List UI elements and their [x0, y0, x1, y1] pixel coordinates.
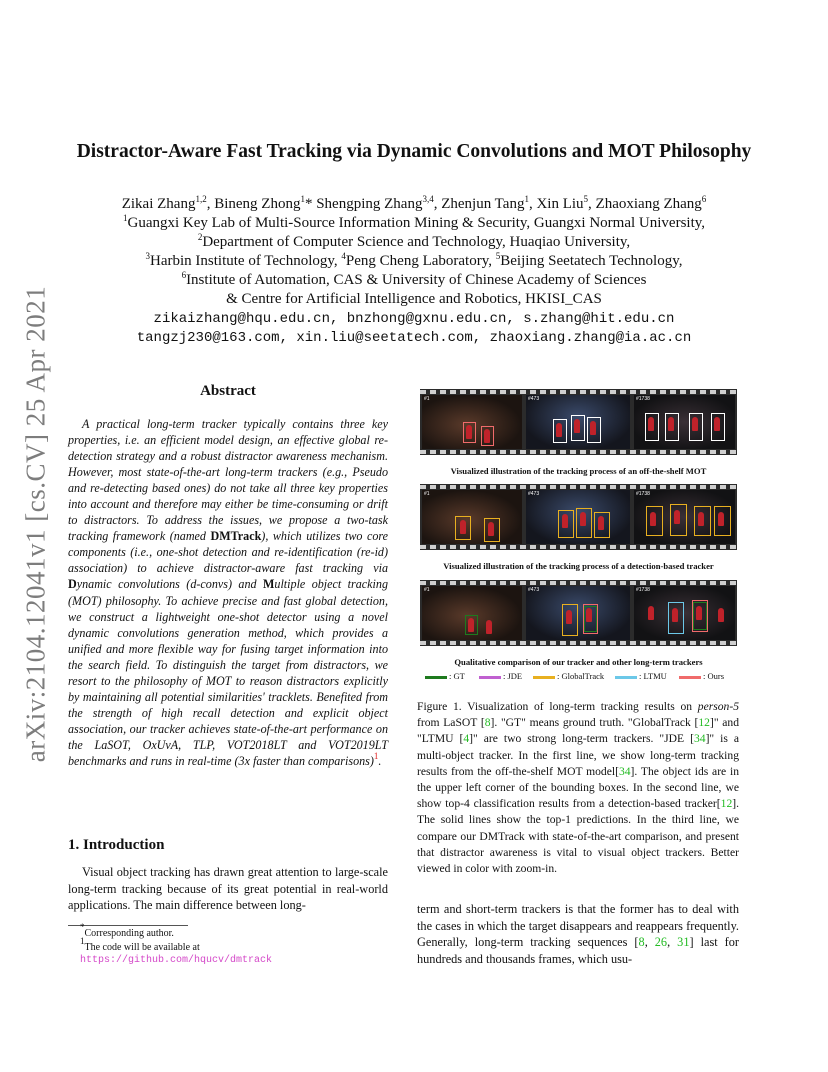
- figure-row-caption: Visualized illustration of the tracking process of a detection-based tracker: [443, 561, 714, 571]
- legend-swatch: [479, 676, 501, 679]
- caption-text: ]. The solid lines show the top-1 predictions. In the third line, we compare our DMTrack with state-of-the-art comparison, and present that distractor awareness is vital to visual object trackers. Better viewed in color with zoom-in.: [417, 797, 739, 876]
- intro-paragraph: Visual object tracking has drawn great attention to large-scale long-term tracking because of its great potential in real-world applications. The main difference between long-: [68, 865, 388, 912]
- affiliation-mark: 3: [145, 251, 150, 261]
- method-name: DMTrack: [210, 529, 262, 544]
- legend-label: : GlobalTrack: [557, 671, 605, 681]
- author-name: , Xin Liu: [528, 196, 584, 212]
- author-affiliation-mark: 1: [300, 194, 305, 204]
- figure-strip: [420, 484, 737, 550]
- method-initial: M: [262, 577, 275, 592]
- bounding-box: [665, 413, 679, 441]
- citation-link[interactable]: 31: [677, 935, 690, 949]
- film-edge: [420, 485, 737, 489]
- legend-swatch: [615, 676, 637, 679]
- legend-item: [479, 671, 522, 681]
- footnote: [68, 922, 390, 941]
- bounding-box: [463, 422, 476, 443]
- bounding-box: [576, 508, 592, 538]
- citation-link[interactable]: 4: [463, 732, 470, 746]
- email-line: tangzj230@163.com, xin.liu@seetatech.com, zhaoxiang.zhang@ia.ac.cn: [136, 330, 692, 346]
- video-frame: [634, 586, 735, 640]
- frame-id: #1738: [636, 491, 650, 497]
- frame-id: #1: [424, 587, 430, 593]
- bounding-box: [455, 516, 471, 540]
- legend-label: : LTMU: [639, 671, 667, 681]
- author-name: , Zhenjun Tang: [433, 196, 525, 212]
- caption-text: ]" is a multi-object tracker. In the first line, we show long-term tracking results from the off-the-shelf MOT model[: [417, 732, 739, 778]
- affiliation-mark: 6: [181, 270, 187, 280]
- film-edge: [420, 641, 737, 645]
- bounding-box: [689, 413, 703, 441]
- legend-label: : GT: [449, 671, 465, 681]
- figure-strip: [420, 389, 737, 455]
- figure-caption: [417, 699, 739, 877]
- caption-text: ]" and "LTMU [: [417, 716, 739, 746]
- frame-id: #473: [528, 396, 540, 402]
- caption-text: ]. "GT" means ground truth. "GlobalTrack [: [490, 716, 699, 730]
- figure-strip: [420, 580, 737, 646]
- affiliation-line: [0, 233, 828, 252]
- footnote-text: Corresponding author.: [84, 928, 174, 939]
- author-name: , Bineng Zhong: [206, 196, 301, 212]
- footnote: [68, 935, 390, 968]
- affiliation-line: [0, 252, 828, 271]
- caption-text: Figure 1. Visualization of long-term tracking results on: [417, 700, 698, 713]
- bounding-box: [553, 419, 567, 443]
- bounding-box: [594, 512, 610, 538]
- video-frame: [526, 586, 630, 640]
- affiliation-text: Institute of Automation, CAS & University of Chinese Academy of Sciences: [186, 272, 647, 288]
- bounding-box: [694, 506, 711, 536]
- citation-link[interactable]: 26: [654, 935, 668, 949]
- footnote-divider: [68, 925, 188, 926]
- author-list: [0, 195, 828, 214]
- dancer-figure: [648, 606, 654, 620]
- frame-id: #1: [424, 396, 430, 402]
- legend-swatch: [533, 676, 555, 679]
- bounding-box: [587, 417, 601, 443]
- arxiv-identifier: arXiv:2104.12041v1 [cs.CV] 25 Apr 2021: [20, 285, 51, 763]
- citation-link[interactable]: 8: [484, 716, 491, 730]
- affiliation-line: [0, 271, 828, 290]
- abstract-text: ynamic convolutions (d-convs) and: [76, 577, 263, 592]
- caption-text: ]" are two strong long-term trackers. "JDE [: [469, 732, 694, 746]
- footnote-mark: 1: [80, 935, 85, 946]
- affiliation-mark: 2: [197, 232, 203, 242]
- affiliation-text: Department of Computer Science and Technology, Huaqiao University,: [202, 234, 631, 250]
- affiliation-text: Peng Cheng Laboratory,: [345, 253, 496, 269]
- author-affiliation-mark: 1,2: [195, 194, 207, 204]
- bounding-box: [481, 426, 494, 446]
- video-frame: [526, 490, 630, 544]
- body-text: ,: [667, 935, 678, 949]
- bounding-box: [562, 604, 578, 636]
- sequence-name: person-5: [697, 700, 739, 713]
- footnotes: [68, 922, 390, 968]
- legend-swatch: [679, 676, 701, 679]
- figure-row-caption: Visualized illustration of the tracking process of an off-the-shelf MOT: [450, 466, 707, 476]
- affiliation-mark: 1: [122, 213, 128, 223]
- affiliation-text: Harbin Institute of Technology,: [150, 253, 342, 269]
- affiliation-line: [0, 214, 828, 233]
- author-name: * Shengping Zhang: [304, 196, 423, 212]
- film-edge: [420, 450, 737, 454]
- bounding-box: [714, 506, 731, 536]
- affiliation-mark: 4: [341, 251, 346, 261]
- abstract-heading: Abstract: [200, 383, 256, 399]
- author-affiliation-mark: 1: [524, 194, 529, 204]
- film-edge: [420, 545, 737, 549]
- figure-legend: [425, 671, 737, 685]
- bounding-box: [693, 602, 707, 630]
- frame-id: #473: [528, 491, 540, 497]
- video-frame: [422, 490, 522, 544]
- video-frame: [422, 586, 522, 640]
- citation-link[interactable]: 8: [638, 935, 645, 949]
- frame-id: #1738: [636, 587, 650, 593]
- bounding-box: [711, 413, 725, 441]
- intro-body: [68, 864, 388, 914]
- abstract-text: ultiple object tracking (MOT) philosophy. To achieve precise and fast global detection, we construct a lightweight one-shot detector using a novel dynamic convolutions generation method, which provides a unified and more flexible way for fusing target information into the search field. To distinguish the target from distractors, we resort to the philosophy of MOT to reason distractors explicitly by maintaining all potential similarities' tracklets. Benefited from the strength of high recall detection and explicit object association, our tracker achieves state-of-the-art performance on the LaSOT, OxUvA, TLP, VOT2018LT and VOT2019LT benchmarks and runs in real-time (3x faster than comparisons): [68, 577, 388, 768]
- section-heading: 1. Introduction: [68, 837, 165, 853]
- email-line: zikaizhang@hqu.edu.cn, bnzhong@gxnu.edu.cn, s.zhang@hit.edu.cn: [153, 311, 675, 327]
- affiliation-text: & Centre for Artificial Intelligence and Robotics, HKISI_CAS: [226, 291, 602, 307]
- author-affiliation-mark: 5: [583, 194, 589, 204]
- citation-link[interactable]: 34: [618, 764, 631, 778]
- bounding-box: [670, 504, 687, 536]
- film-edge: [420, 581, 737, 585]
- bounding-box: [484, 518, 500, 542]
- body-text: ] last for hundreds and thousands frames, which usu-: [417, 935, 739, 966]
- abstract-body: [68, 416, 388, 769]
- video-frame: [634, 490, 735, 544]
- frame-id: #473: [528, 587, 540, 593]
- body-text: ,: [644, 935, 655, 949]
- footnote-mark: *: [80, 922, 85, 932]
- video-frame: [526, 395, 630, 449]
- abstract-paragraph: [68, 416, 388, 769]
- abstract-text: .: [378, 753, 382, 768]
- method-initial: D: [68, 577, 77, 592]
- bounding-box: [571, 415, 585, 441]
- author-name: , Zhaoxiang Zhang: [588, 196, 702, 212]
- legend-item: [425, 671, 465, 681]
- bounding-box: [558, 510, 574, 538]
- citation-link[interactable]: 12: [698, 716, 710, 730]
- author-name: Zikai Zhang: [121, 196, 196, 212]
- abstract-text: ), which utilizes two core components (i.e., one-shot detection and re-identification (re-id) association) to achieve distractor-aware fast tracking via: [68, 529, 388, 576]
- right-column-body: [417, 901, 739, 967]
- film-edge: [420, 390, 737, 394]
- bounding-box: [668, 602, 684, 634]
- arxiv-side-stamp: [14, 285, 58, 763]
- legend-swatch: [425, 676, 447, 679]
- paper-title: Distractor-Aware Fast Tracking via Dynamic Convolutions and MOT Philosophy: [76, 141, 752, 162]
- figure-row-caption: Qualitative comparison of our tracker and other long-term trackers: [454, 657, 703, 667]
- affiliation-mark: 5: [495, 251, 501, 261]
- author-affiliation-mark: 6: [701, 194, 707, 204]
- footnote-link[interactable]: 1: [373, 750, 379, 761]
- video-frame: [634, 395, 735, 449]
- legend-label: : JDE: [503, 671, 523, 681]
- legend-item: [615, 671, 667, 681]
- bounding-box: [646, 506, 663, 536]
- author-affiliation-mark: 3,4: [422, 194, 434, 204]
- body-text: term and short-term trackers is that the former has to deal with the cases in which the target disappears and reappears frequently. Generally, long-term tracking sequences [: [417, 902, 739, 949]
- frame-id: #1: [424, 491, 430, 497]
- citation-link[interactable]: 34: [693, 732, 706, 746]
- bounding-box: [645, 413, 659, 441]
- affiliation-line: [0, 290, 828, 309]
- affiliation-text: Beijing Seetatech Technology,: [500, 253, 683, 269]
- legend-label: : Ours: [703, 671, 725, 681]
- legend-item: [533, 671, 604, 681]
- dancer-figure: [718, 608, 724, 622]
- citation-link[interactable]: 12: [720, 797, 733, 811]
- caption-text: from LaSOT [: [417, 716, 485, 730]
- bounding-box: [584, 606, 597, 632]
- code-link[interactable]: https://github.com/hqucv/dmtrack: [80, 955, 273, 966]
- abstract-text: A practical long-term tracker typically contains three key properties, i.e. an efficient model design, an effective global re-detection strategy and a robust distractor awareness mechanism. However, most state-of-the-art long-term trackers (e.g., Pseudo and re-detecting based ones) do not take all three key properties into account and therefore may either be time-consuming or drift to distractors. To address the issues, we propose a two-task tracking framework (named: [68, 417, 388, 544]
- dancer-figure: [486, 620, 492, 634]
- legend-item: [679, 671, 724, 681]
- bounding-box: [465, 615, 478, 635]
- affiliation-text: Guangxi Key Lab of Multi-Source Information Mining & Security, Guangxi Normal University,: [127, 215, 706, 231]
- video-frame: [422, 395, 522, 449]
- footnote-text: The code will be available at: [84, 941, 200, 953]
- frame-id: #1738: [636, 396, 650, 402]
- caption-text: ]. The object ids are in the upper left corner of the bounding boxes. In the second line, we show top-4 classification results from a detection-based tracker[: [417, 764, 739, 811]
